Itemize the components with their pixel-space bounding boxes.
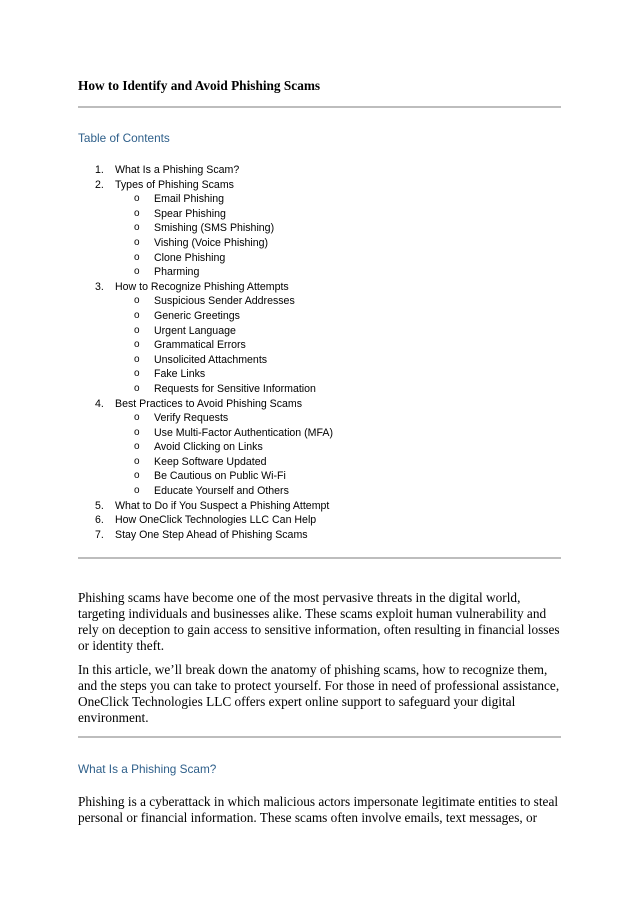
toc-item-label: What Is a Phishing Scam? <box>115 164 240 176</box>
toc-subitem-label: Spear Phishing <box>154 207 226 220</box>
toc-item-number: 5. <box>95 499 104 512</box>
toc-item-number: 1. <box>95 164 104 176</box>
intro-paragraph: Phishing scams have become one of the most pervasive threats in the digital world, targeting individuals and businesses alike. These scams exploit human vulnerability and rely on deception to gain access to sensitive information, often resulting in financial losses or identity theft. <box>78 590 560 653</box>
bullet-icon: o <box>134 382 140 394</box>
toc-subitem-label: Clone Phishing <box>154 251 226 264</box>
bullet-icon: o <box>134 251 140 263</box>
toc-item-label: Stay One Step Ahead of Phishing Scams <box>115 528 308 541</box>
toc-subitem-label: Grammatical Errors <box>154 339 246 352</box>
toc-subitem-label: Vishing (Voice Phishing) <box>154 236 269 249</box>
bullet-icon: o <box>134 266 140 278</box>
bullet-icon: o <box>134 193 140 205</box>
divider <box>78 106 561 108</box>
toc-subitem-label: Use Multi-Factor Authentication (MFA) <box>154 426 333 439</box>
toc-subitem-label: Urgent Language <box>154 324 236 337</box>
bullet-icon: o <box>134 309 140 321</box>
toc-item-label: How to Recognize Phishing Attempts <box>115 280 289 293</box>
bullet-icon: o <box>134 222 140 234</box>
toc-subitem-label: Email Phishing <box>154 193 225 206</box>
toc-subitem-label: Pharming <box>154 266 200 279</box>
bullet-icon: o <box>134 470 140 482</box>
toc-subitem-label: Smishing (SMS Phishing) <box>154 222 275 235</box>
bullet-icon: o <box>134 236 140 248</box>
toc-item-number: 2. <box>95 178 104 191</box>
toc-item-label: How OneClick Technologies LLC Can Help <box>115 514 317 527</box>
toc-item-label: Types of Phishing Scams <box>115 178 234 191</box>
intro-paragraph: In this article, we’ll break down the anatomy of phishing scams, how to recognize them, and the steps you can take to protect yourself. For those in need of professional assistance, OneClick Technologies LLC offers expert online support to safeguard your digital environment. <box>78 662 560 725</box>
toc-subitem-label: Educate Yourself and Others <box>154 485 289 498</box>
toc-subitem-label: Generic Greetings <box>154 309 240 322</box>
toc-item-number: 3. <box>95 280 104 293</box>
toc-subitem-label: Avoid Clicking on Links <box>154 441 263 454</box>
bullet-icon: o <box>134 455 140 467</box>
bullet-icon: o <box>134 207 140 219</box>
bullet-icon: o <box>134 441 140 453</box>
toc-item-number: 4. <box>95 397 104 410</box>
toc-subitem-label: Verify Requests <box>154 412 229 425</box>
bullet-icon: o <box>134 295 140 307</box>
toc-subitem-label: Fake Links <box>154 368 206 381</box>
toc-item-label: Best Practices to Avoid Phishing Scams <box>115 397 303 410</box>
toc-subitem-label: Be Cautious on Public Wi-Fi <box>154 470 286 483</box>
bullet-icon: o <box>134 353 140 365</box>
divider <box>78 736 561 738</box>
divider <box>78 557 561 559</box>
toc-item-number: 6. <box>95 514 104 527</box>
bullet-icon: o <box>134 368 140 380</box>
section-heading: What Is a Phishing Scam? <box>78 762 217 776</box>
bullet-icon: o <box>134 324 140 336</box>
toc-subitem-label: Requests for Sensitive Information <box>154 382 316 395</box>
bullet-icon: o <box>134 339 140 351</box>
document-title: How to Identify and Avoid Phishing Scams <box>78 78 321 93</box>
bullet-icon: o <box>134 485 140 497</box>
toc-subitem-label: Suspicious Sender Addresses <box>154 295 295 308</box>
bullet-icon: o <box>134 426 140 438</box>
toc-item-number: 7. <box>95 528 104 541</box>
toc-subitem-label: Keep Software Updated <box>154 455 267 468</box>
toc-item-label: What to Do if You Suspect a Phishing Attempt <box>115 499 330 512</box>
section-paragraph: Phishing is a cyberattack in which malicious actors impersonate legitimate entities to steal personal or financial information. These scams often involve emails, text messages, or <box>78 794 559 825</box>
bullet-icon: o <box>134 412 140 424</box>
toc-heading: Table of Contents <box>78 131 170 145</box>
toc-subitem-label: Unsolicited Attachments <box>154 353 268 366</box>
